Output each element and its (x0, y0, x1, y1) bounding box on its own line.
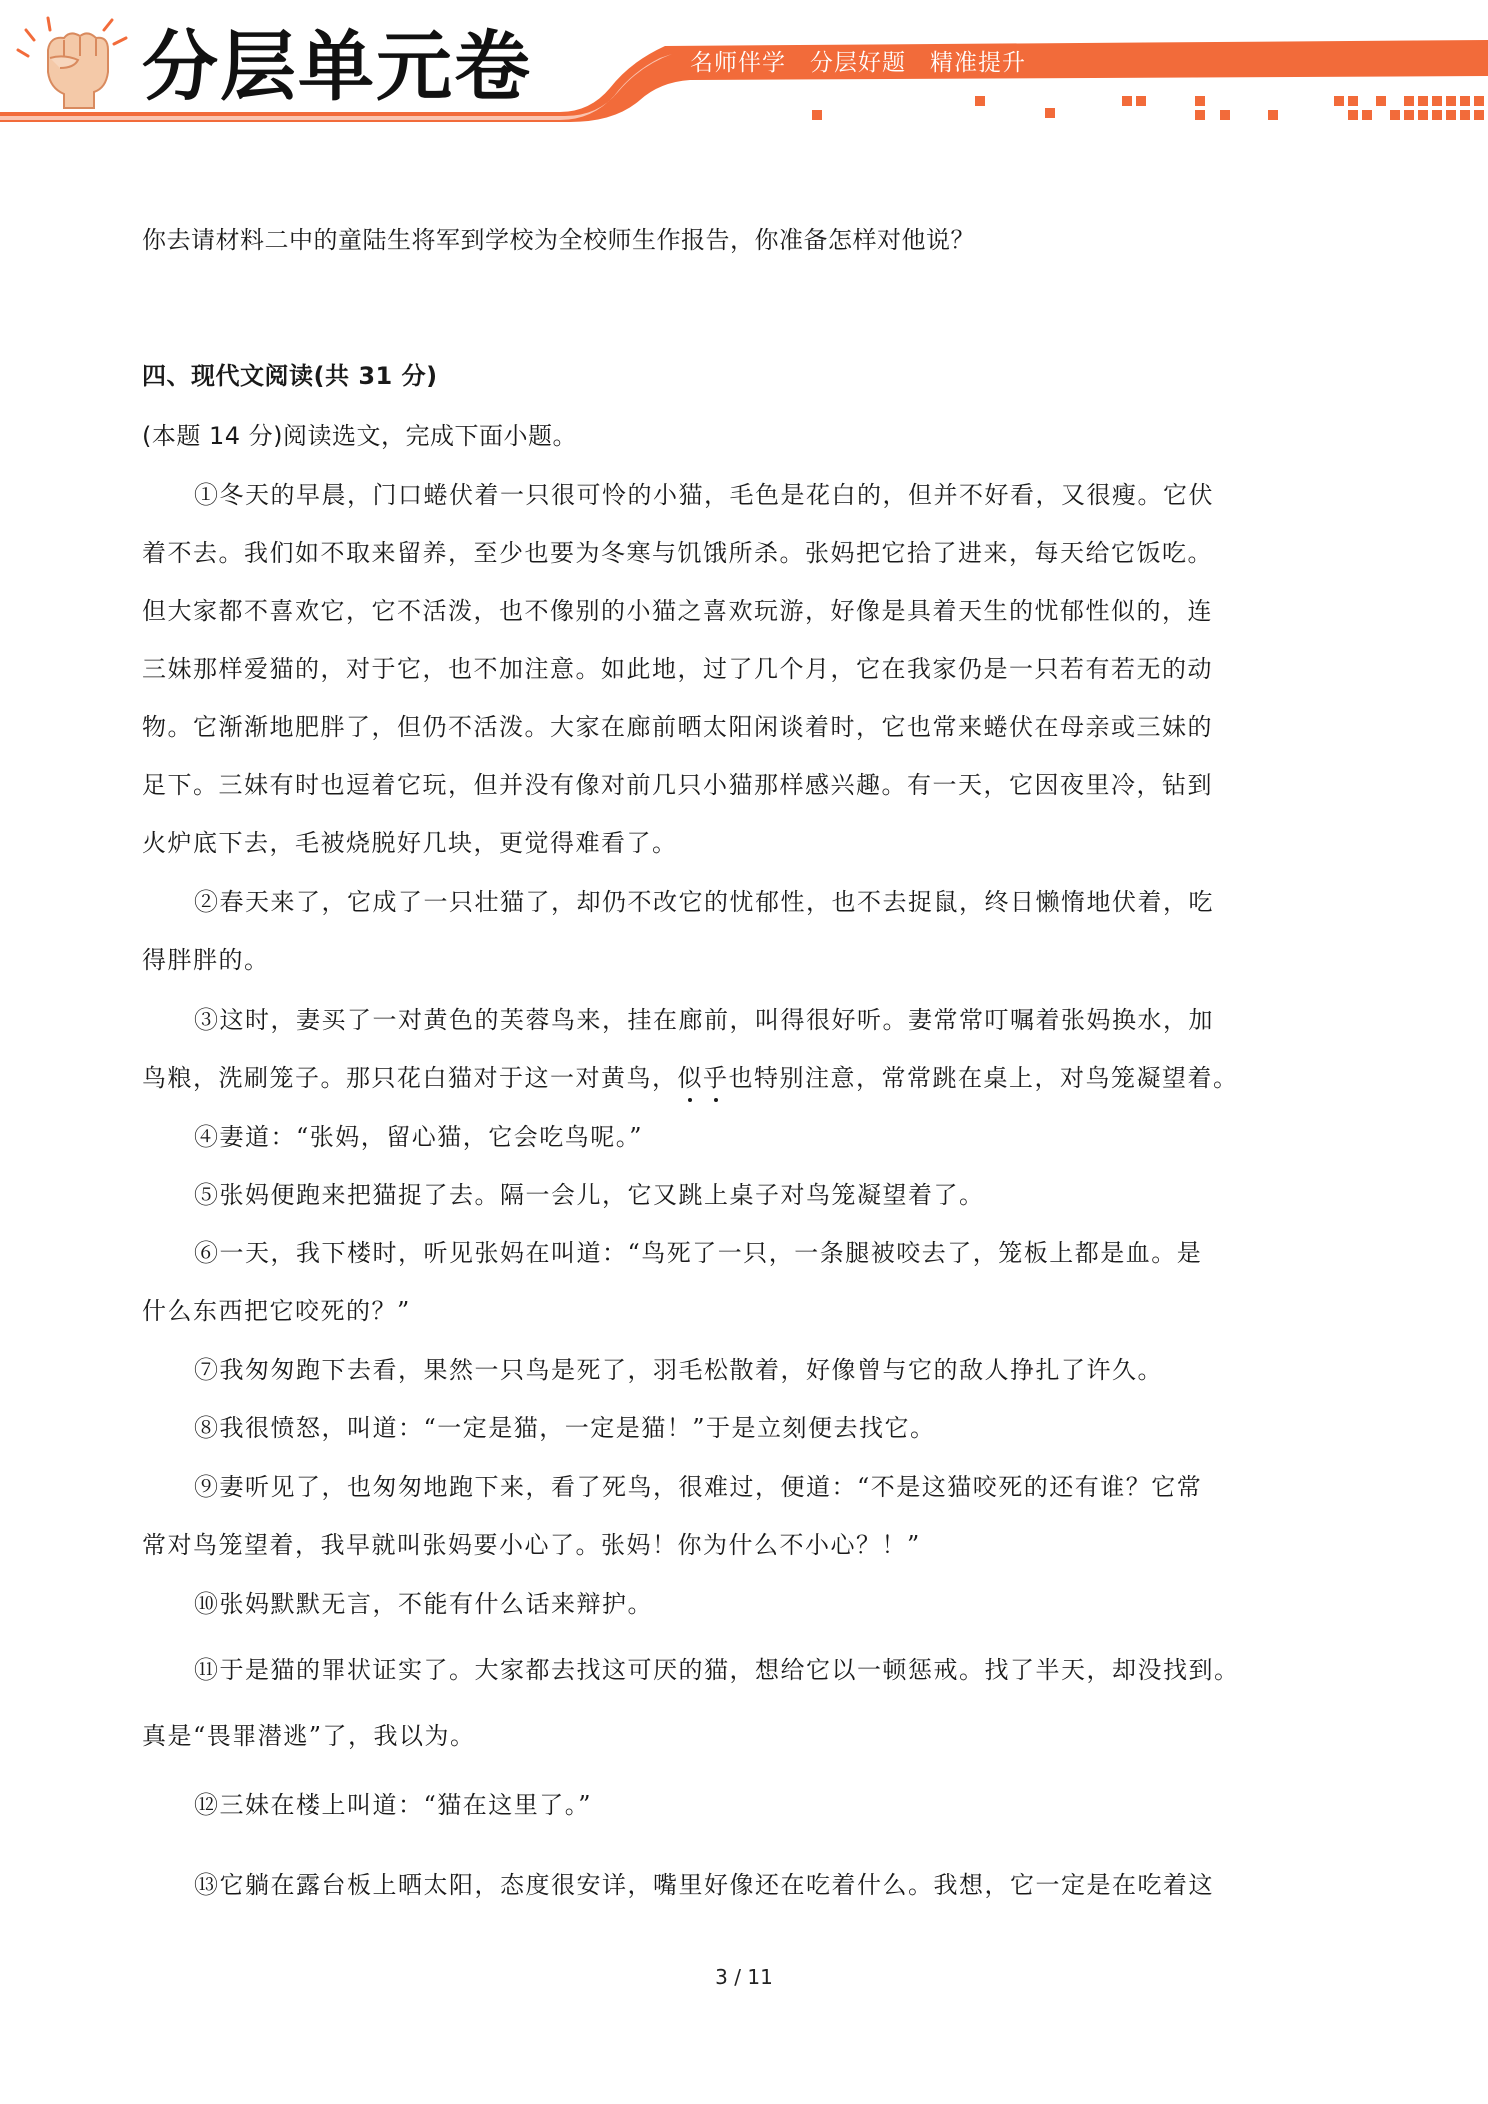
passage-line: 什么东西把它咬死的？” (142, 1297, 411, 1325)
brand-title: 分层单元卷 (142, 22, 532, 111)
passage-line: 得胖胖的。 (142, 946, 270, 974)
emphasis-char: 似 (677, 1064, 703, 1092)
passage-line: ⑤张妈便跑来把猫捉了去。隔一会儿，它又跳上桌子对鸟笼凝望着了。 (194, 1181, 985, 1209)
passage-line: ④妻道：“张妈，留心猫，它会吃鸟呢。” (194, 1123, 644, 1151)
passage-line: ⑦我匆匆跑下去看，果然一只鸟是死了，羽毛松散着，好像曾与它的敌人挣扎了许久。 (194, 1356, 1163, 1384)
passage-line: 真是“畏罪潜逃”了，我以为。 (142, 1722, 476, 1750)
passage-line: 但大家都不喜欢它，它不活泼，也不像别的小猫之喜欢玩游，好像是具着天生的忧郁性似的，连 (142, 597, 1213, 625)
passage-line: ⑪于是猫的罪状证实了。大家都去找这可厌的猫，想给它以一顿惩戒。找了半天，却没找到。 (194, 1656, 1240, 1684)
passage-line: ⑩张妈默默无言，不能有什么话来辩护。 (194, 1590, 653, 1618)
header-slogan: 名师伴学 分层好题 精准提升 (690, 50, 1026, 76)
passage-line: 火炉底下去，毛被烧脱好几块，更觉得难看了。 (142, 829, 678, 857)
passage-line: ①冬天的早晨，门口蜷伏着一只很可怜的小猫，毛色是花白的，但并不好看，又很瘦。它伏 (194, 481, 1214, 509)
passage-line: 物。它渐渐地肥胖了，但仍不活泼。大家在廊前晒太阳闲谈着时，它也常来蜷伏在母亲或三妹的 (142, 713, 1213, 741)
passage-line: 常对鸟笼望着，我早就叫张妈要小心了。张妈！你为什么不小心？！” (142, 1531, 921, 1559)
page-header (0, 0, 1488, 140)
passage-line: ②春天来了，它成了一只壮猫了，却仍不改它的忧郁性，也不去捉鼠，终日懒惰地伏着，吃 (194, 888, 1214, 916)
passage-line: 足下。三妹有时也逗着它玩，但并没有像对前几只小猫那样感兴趣。有一天，它因夜里冷，钻到 (142, 771, 1213, 799)
passage-line: ⑨妻听见了，也匆匆地跑下来，看了死鸟，很难过，便道：“不是这猫咬死的还有谁？它常 (194, 1473, 1203, 1501)
emphasis-char: 乎 (703, 1064, 729, 1092)
passage-line: ⑫三妹在楼上叫道：“猫在这里了。” (194, 1791, 593, 1819)
fist-icon (14, 10, 134, 110)
passage-line (142, 1058, 1242, 1093)
passage-line: ⑬它躺在露台板上晒太阳，态度很安详，嘴里好像还在吃着什么。我想，它一定是在吃着这 (194, 1871, 1214, 1899)
passage-line: ⑥一天，我下楼时，听见张妈在叫道：“鸟死了一只，一条腿被咬去了，笼板上都是血。是 (194, 1239, 1203, 1267)
passage-line: ③这时，妻买了一对黄色的芙蓉鸟来，挂在廊前，叫得很好听。妻常常叮嘱着张妈换水，加 (194, 1006, 1214, 1034)
passage-segment: 也特别注意，常常跳在桌上，对鸟笼凝望着。 (728, 1064, 1239, 1092)
section-heading: 四、现代文阅读(共 31 分) (142, 362, 438, 390)
emphasized-word (678, 1064, 729, 1092)
passage-line: ⑧我很愤怒，叫道：“一定是猫，一定是猫！”于是立刻便去找它。 (194, 1414, 936, 1442)
passage-segment: 鸟粮，洗刷笼子。那只花白猫对于这一对黄鸟， (142, 1064, 678, 1092)
passage-line: 着不去。我们如不取来留养，至少也要为冬寒与饥饿所杀。张妈把它拾了进来，每天给它饭吃。 (142, 539, 1213, 567)
section-instruction: (本题 14 分)阅读选文，完成下面小题。 (142, 422, 578, 450)
page-number: 3 / 11 (715, 1965, 773, 1989)
question-prompt: 你去请材料二中的童陆生将军到学校为全校师生作报告，你准备怎样对他说？ (142, 226, 975, 254)
passage-line: 三妹那样爱猫的，对于它，也不加注意。如此地，过了几个月，它在我家仍是一只若有若无的动 (142, 655, 1213, 683)
